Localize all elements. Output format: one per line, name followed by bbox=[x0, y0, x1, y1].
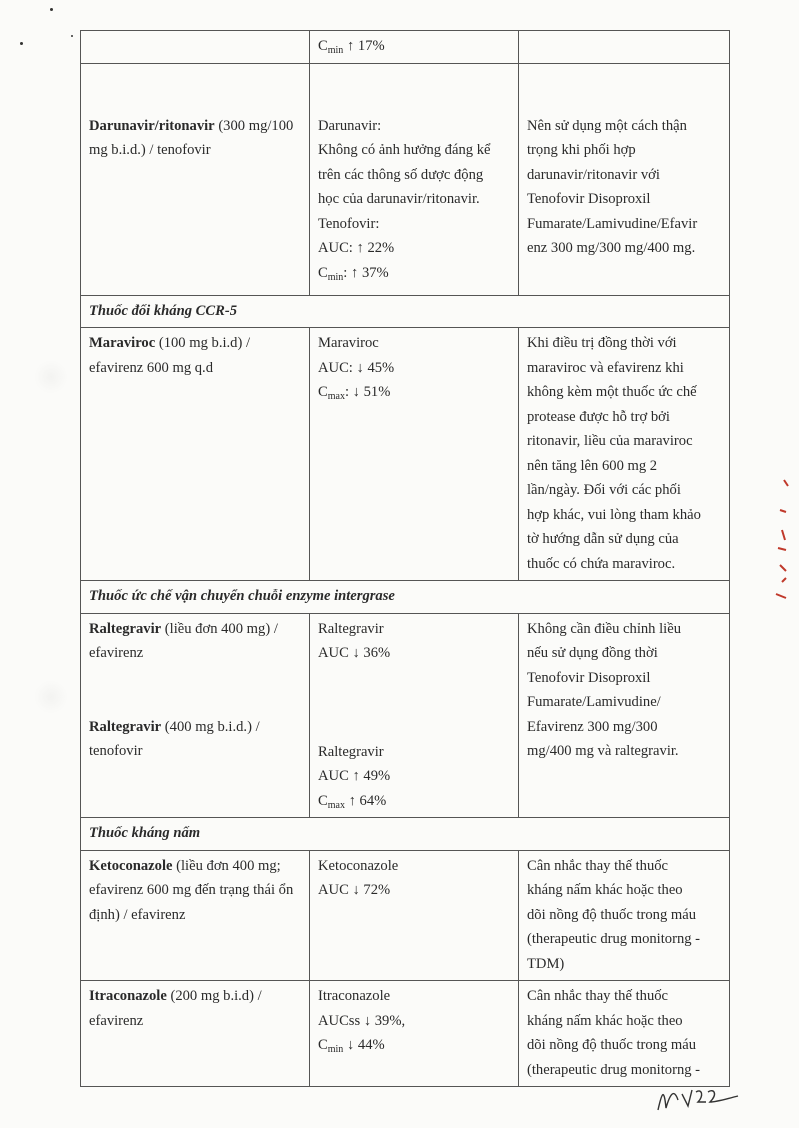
scan-speck bbox=[20, 42, 23, 45]
drug-interaction-table bbox=[80, 30, 730, 1087]
punch-hole-mark bbox=[34, 360, 68, 394]
punch-hole-mark bbox=[34, 680, 68, 714]
effect-line: trên các thông số dược động bbox=[318, 166, 484, 183]
section-row bbox=[81, 581, 730, 614]
recommendation-line: không kèm một thuốc ức chế bbox=[527, 384, 697, 400]
section-row bbox=[81, 818, 730, 851]
effect-line: học của darunavir/ritonavir. bbox=[318, 191, 480, 207]
effect-line: AUC ↓ 72% bbox=[318, 882, 391, 898]
recommendation-cell bbox=[519, 63, 730, 295]
effect-cell bbox=[310, 613, 519, 818]
spacer bbox=[89, 666, 301, 715]
drug-entry bbox=[89, 617, 301, 666]
recommendation-line: Cân nhắc thay thế thuốc bbox=[527, 857, 669, 874]
recommendation-line: nếu sử dụng đồng thời bbox=[527, 645, 658, 661]
recommendation-cell bbox=[519, 613, 730, 818]
effect-line: Ketoconazole bbox=[318, 857, 399, 874]
drug-dose: (400 mg b.i.d.) / tenofovir bbox=[89, 718, 260, 759]
recommendation-cell bbox=[519, 981, 730, 1087]
recommendation-line: enz 300 mg/300 mg/400 mg. bbox=[527, 240, 696, 256]
recommendation-line: Cân nhắc thay thế thuốc bbox=[527, 988, 669, 1004]
effect-cell bbox=[310, 981, 519, 1087]
effect-line: $C_{max}$ ↑ 64% bbox=[318, 792, 387, 811]
interaction-drug-cell bbox=[81, 850, 310, 981]
drug-dose: (liều đơn 400 mg; efavirenz 600 mg đến trạng thái ổn định) / efavirenz bbox=[89, 857, 294, 923]
drug-dose: (liều đơn 400 mg) / efavirenz bbox=[89, 620, 278, 661]
recommendation-line: Efavirenz 300 mg/300 bbox=[527, 718, 658, 735]
effect-line: $C_{min}$: ↑ 37% bbox=[318, 264, 389, 283]
effect-line: Không có ảnh hưởng đáng kể bbox=[318, 142, 491, 158]
effect-cell bbox=[310, 850, 519, 981]
recommendation-cell bbox=[519, 31, 730, 64]
effect-line: Darunavir: bbox=[318, 117, 382, 134]
recommendation-line: kháng nấm khác hoặc theo bbox=[527, 1012, 683, 1029]
scan-speck bbox=[71, 35, 73, 37]
handwritten-page-mark bbox=[652, 1080, 742, 1120]
drug-dose: (300 mg/100 mg b.i.d.) / tenofovir bbox=[89, 117, 294, 158]
scan-speck bbox=[50, 8, 53, 11]
effect-line: AUCss ↓ 39%, bbox=[318, 1012, 406, 1029]
effect-line: AUC ↓ 36% bbox=[318, 645, 391, 661]
effect-line: Maraviroc bbox=[318, 335, 379, 351]
recommendation-cell bbox=[519, 850, 730, 981]
recommendation-line: Fumarate/Lamivudine/Efavir bbox=[527, 215, 698, 232]
recommendation-line: tờ hướng dẫn sử dụng của bbox=[527, 531, 679, 547]
recommendation-line: protease được hỗ trợ bởi bbox=[527, 408, 670, 425]
effect-line: $C_{max}$: ↓ 51% bbox=[318, 384, 391, 402]
recommendation-line: lần/ngày. Đối với các phối bbox=[527, 482, 681, 498]
recommendation-line: (therapeutic drug monitorng - bbox=[527, 1061, 701, 1078]
recommendation-line: dõi nồng độ thuốc trong máu bbox=[527, 906, 697, 923]
effect-line: Tenofovir: bbox=[318, 215, 380, 232]
recommendation-line: trọng khi phối hợp bbox=[527, 142, 636, 158]
drug-name: Ketoconazole bbox=[89, 857, 173, 874]
effect-cell bbox=[310, 328, 519, 581]
recommendation-line: kháng nấm khác hoặc theo bbox=[527, 882, 683, 898]
effect-cell bbox=[310, 63, 519, 295]
recommendation-line: Nên sử dụng một cách thận bbox=[527, 117, 687, 134]
drug-entry bbox=[89, 715, 301, 764]
interaction-drug-cell bbox=[81, 328, 310, 581]
effect-line: Raltegravir bbox=[318, 620, 384, 637]
effect-line: AUC ↑ 49% bbox=[318, 768, 391, 784]
section-heading: Thuốc đối kháng CCR-5 bbox=[81, 295, 730, 328]
recommendation-line: Tenofovir Disoproxil bbox=[527, 191, 651, 207]
table-row bbox=[81, 63, 730, 295]
recommendation-line: ritonavir, liều của maraviroc bbox=[527, 433, 693, 449]
table-row bbox=[81, 328, 730, 581]
effect-line: $C_{min}$ ↑ 17% bbox=[318, 38, 385, 56]
drug-dose: (200 mg b.i.d) / efavirenz bbox=[89, 988, 262, 1029]
recommendation-line: maraviroc và efavirenz khi bbox=[527, 359, 684, 376]
drug-name: Darunavir/ritonavir bbox=[89, 117, 215, 134]
recommendation-line: hợp khác, vui lòng tham khảo bbox=[527, 506, 701, 523]
section-row bbox=[81, 295, 730, 328]
drug-name: Raltegravir bbox=[89, 620, 162, 637]
drug-name: Itraconazole bbox=[89, 988, 167, 1004]
recommendation-line: nên tăng lên 600 mg 2 bbox=[527, 457, 658, 474]
drug-name: Maraviroc bbox=[89, 335, 156, 351]
recommendation-line: TDM) bbox=[527, 955, 565, 972]
section-heading: Thuốc kháng nấm bbox=[81, 818, 730, 851]
recommendation-line: (therapeutic drug monitorng - bbox=[527, 931, 701, 947]
effect-line: Itraconazole bbox=[318, 988, 391, 1004]
effect-cell bbox=[310, 31, 519, 64]
recommendation-line: Không cần điều chỉnh liều bbox=[527, 620, 682, 637]
effect-line: AUC: ↑ 22% bbox=[318, 240, 395, 256]
recommendation-line: thuốc có chứa maraviroc. bbox=[527, 555, 676, 572]
spacer bbox=[318, 666, 510, 740]
recommendation-line: Fumarate/Lamivudine/ bbox=[527, 694, 661, 710]
recommendation-line: mg/400 mg và raltegravir. bbox=[527, 743, 679, 759]
drug-name: Raltegravir bbox=[89, 718, 162, 735]
section-heading: Thuốc ức chế vận chuyển chuỗi enzyme intergrase bbox=[81, 581, 730, 614]
effect-line: AUC: ↓ 45% bbox=[318, 359, 395, 376]
recommendation-line: dõi nồng độ thuốc trong máu bbox=[527, 1037, 697, 1053]
table-row bbox=[81, 850, 730, 981]
recommendation-line: darunavir/ritonavir với bbox=[527, 166, 660, 183]
drug-dose: (100 mg b.i.d) / efavirenz 600 mg q.d bbox=[89, 335, 251, 376]
effect-line: $C_{min}$ ↓ 44% bbox=[318, 1037, 385, 1055]
recommendation-cell bbox=[519, 328, 730, 581]
recommendation-line: Tenofovir Disoproxil bbox=[527, 669, 651, 686]
table-row bbox=[81, 31, 730, 64]
effect-line: Raltegravir bbox=[318, 743, 384, 760]
interaction-drug-cell bbox=[81, 31, 310, 64]
recommendation-line: Khi điều trị đồng thời với bbox=[527, 335, 677, 351]
red-stamp-fragment bbox=[762, 470, 794, 610]
interaction-drug-cell bbox=[81, 613, 310, 818]
table-row bbox=[81, 613, 730, 818]
table-row bbox=[81, 981, 730, 1087]
interaction-drug-cell bbox=[81, 63, 310, 295]
interaction-drug-cell bbox=[81, 981, 310, 1087]
